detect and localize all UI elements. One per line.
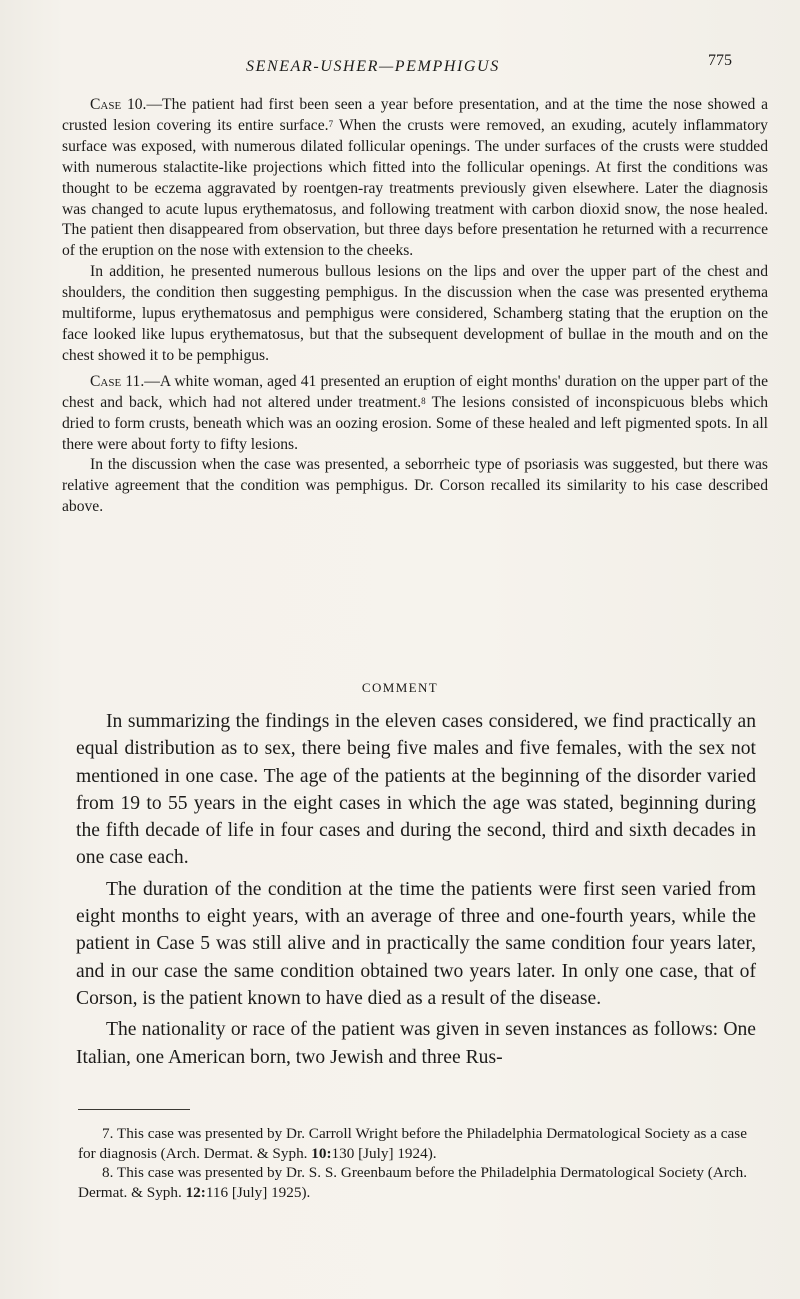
comment-heading: COMMENT bbox=[361, 680, 439, 695]
comment-section bbox=[76, 708, 756, 1071]
case-reports-section bbox=[62, 95, 768, 518]
footnote-7-volume: 10 bbox=[311, 1144, 327, 1162]
case-10-text-a: —The patient had first been seen a year before presentation, and at the time the nose showed a crusted lesion covering its entire surface. bbox=[62, 96, 768, 134]
footnotes bbox=[78, 1124, 754, 1202]
case-10-text-b: When the crusts were removed, an exuding, acutely inflammatory surface was exposed, with numerous dilated follicular openings. The under surfaces of the crusts were studded with numerous stalactite-like projections which fitted into the follicular openings. At first the conditions was thought to be eczema aggravated by roentgen-ray treatments previously given elsewhere. Later the diagnosis was changed to acute lupus erythematosus, and following treatment with carbon dioxid snow, the nose healed. The patient then disappeared from observation, but three days before presentation he returned with a recurrence of the eruption on the nose with extension to the cheeks. bbox=[62, 116, 768, 260]
comment-paragraph-3: The nationality or race of the patient was given in seven instances as follows: One Italian, one American born, two Jewish and three Rus- bbox=[76, 1019, 756, 1068]
footnote-8-text-a: 8. This case was presented by Dr. S. S. Greenbaum before the Philadelphia Dermatological Society (Arch. Dermat. & Syph. bbox=[78, 1164, 748, 1201]
case-11-label: Case 11. bbox=[90, 372, 145, 390]
running-title: SENEAR-USHER—PEMPHIGUS bbox=[246, 58, 500, 75]
footnote-ref-8: 8 bbox=[421, 395, 426, 406]
case-11-discussion-paragraph: In the discussion when the case was presented, a seborrheic type of psoriasis was suggested, but there was relative agreement that the condition was pemphigus. Dr. Corson recalled its similarity to his case described above. bbox=[62, 456, 768, 516]
footnote-8: 8. This case was presented by Dr. S. S. Greenbaum before the Philadelphia Dermatological Society (Arch. Dermat. & Syph. 12:116 [July] 1925). bbox=[78, 1164, 748, 1201]
comment-paragraph-2: The duration of the condition at the time the patients were first seen varied from eight months to eight years, with an average of three and one-fourth years, while the patient in Case 5 was still alive and in practically the same condition four years later, and in our case the same condition obtained two years later. In only one case, that of Corson, is the patient known to have died as a result of the disease. bbox=[76, 878, 756, 1009]
footnote-ref-7: 7 bbox=[328, 118, 334, 129]
footnote-8-volume: 12 bbox=[185, 1183, 201, 1201]
case-11-text-b: The lesions consisted of inconspicuous blebs which dried to form crusts, beneath which was an oozing erosion. Some of these healed and left pigmented spots. In all there were about forty to fifty lesions. bbox=[62, 393, 768, 453]
case-10-discussion-paragraph: In addition, he presented numerous bullous lesions on the lips and over the upper part of the chest and shoulders, the condition then suggesting pemphigus. In the discussion when the case was presented erythema multiforme, lupus erythematosus and pemphigus were considered, Schamberg stating that the eruption on the face looked like lupus erythematosus, but that the subsequent development of bullae in the mouth and on the chest showed it to be pemphigus. bbox=[62, 263, 768, 364]
case-11-paragraph bbox=[62, 372, 768, 456]
page-number: 775 bbox=[708, 52, 732, 69]
case-10-label: Case 10. bbox=[90, 96, 147, 113]
comment-paragraph-1: In summarizing the findings in the eleven cases considered, we find practically an equal distribution as to sex, there being five males and five females, with the sex not mentioned in one case. The age of the patients at the beginning of the disorder varied from 19 to 55 years in the eight cases in which the age was stated, beginning during the fifth decade of life in four cases and during the second, third and sixth decades in one case each. bbox=[76, 711, 756, 869]
case-11-text-a: —A white woman, aged 41 presented an eruption of eight months' duration on the upper part of the chest and back, which had not altered under treatment. bbox=[62, 372, 768, 411]
footnote-7: 7. This case was presented by Dr. Carroll Wright before the Philadelphia Dermatological Society as a case for diagnosis (Arch. Dermat. & Syph. 10:130 [July] 1924). bbox=[78, 1125, 747, 1162]
footnote-7-text-a: 7. This case was presented by Dr. Carroll Wright before the Philadelphia Dermatological Society as a case for diagnosis (Arch. Dermat. & Syph. bbox=[78, 1125, 747, 1162]
footnote-divider bbox=[78, 1109, 190, 1110]
footnote-7-text-b: 130 [July] 1924). bbox=[331, 1144, 437, 1162]
case-10-paragraph bbox=[62, 95, 768, 262]
running-head bbox=[0, 52, 800, 82]
footnote-8-text-b: 116 [July] 1925). bbox=[205, 1183, 311, 1201]
